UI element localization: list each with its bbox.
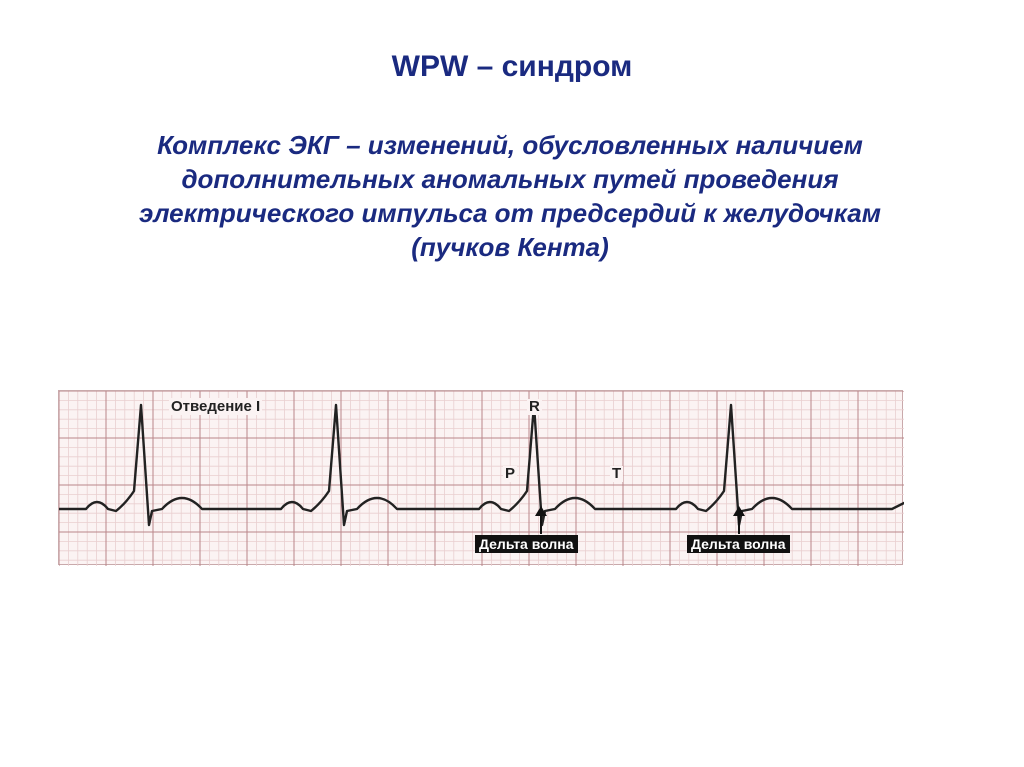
subtitle-line-4: (пучков Кента) bbox=[411, 232, 609, 262]
delta-wave-label-2: Дельта волна bbox=[687, 535, 790, 553]
subtitle-line-1: Комплекс ЭКГ – изменений, обусловленных наличием bbox=[157, 130, 863, 160]
subtitle-line-3: электрического импульса от предсердий к желудочкам bbox=[138, 198, 881, 228]
slide-subtitle bbox=[60, 128, 960, 264]
ecg-strip bbox=[58, 390, 903, 565]
r-wave-label: R bbox=[529, 398, 540, 415]
delta-wave-label-1: Дельта волна bbox=[475, 535, 578, 553]
lead-label: Отведение I bbox=[171, 398, 261, 415]
subtitle-line-2: дополнительных аномальных путей проведения bbox=[181, 164, 839, 194]
p-wave-label: P bbox=[505, 465, 516, 482]
t-wave-label: T bbox=[612, 465, 622, 482]
slide-title: WPW – синдром bbox=[391, 50, 633, 83]
